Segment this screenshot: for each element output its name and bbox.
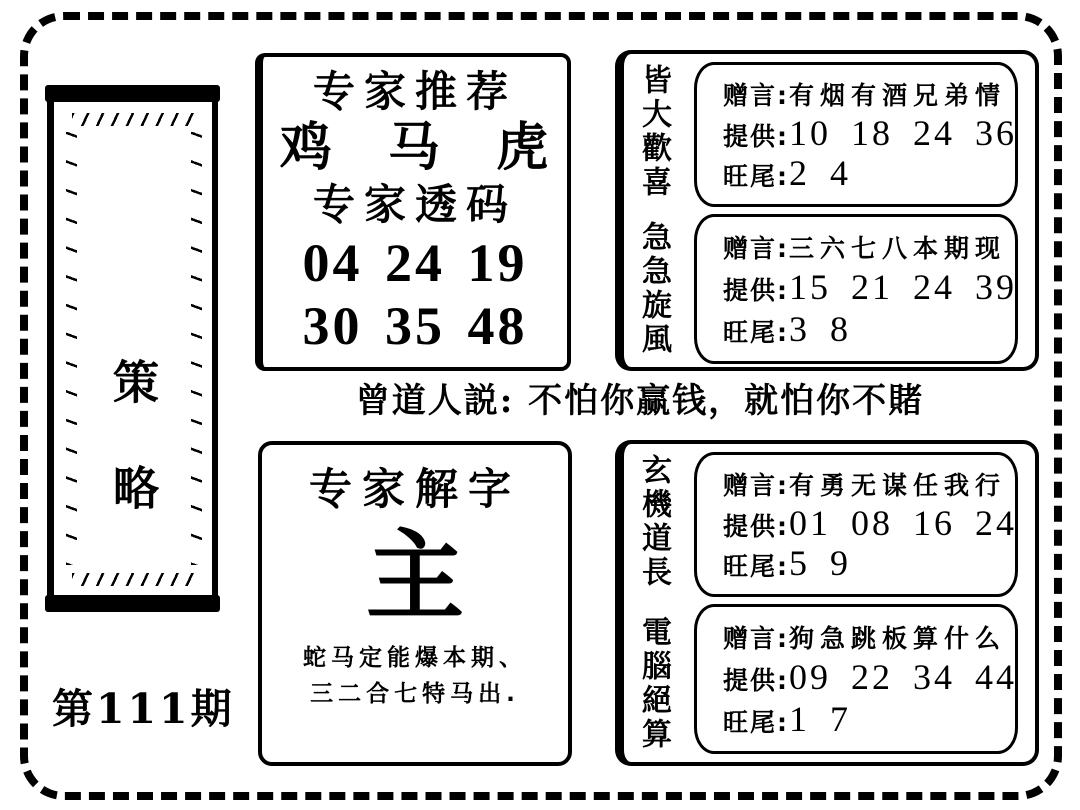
zengyan-text: 三六七八本期现 (789, 234, 1007, 263)
wangwei-label: 旺尾: (723, 708, 789, 737)
zengyan-row (723, 76, 1009, 112)
recommended-numbers-line2: 30 35 48 (302, 296, 528, 357)
zengyan-label: 赠言: (723, 234, 789, 263)
tigong-row (723, 657, 1017, 697)
tip-box (694, 214, 1018, 364)
tigong-label: 提供: (723, 666, 789, 695)
interpreted-character: 主 (365, 519, 464, 634)
wangwei-row (723, 545, 1009, 583)
tick-marks-icon (72, 113, 194, 126)
vertical-label-top: 皆大歡喜 (636, 64, 671, 200)
tip-box (694, 604, 1018, 754)
wangwei-row (723, 701, 1009, 739)
top-right-vertical-labels (633, 64, 673, 357)
motto-line: 曾道人説: 不怕你赢钱，就怕你不賭 (355, 381, 925, 421)
recommended-numbers-line1: 04 24 19 (302, 232, 528, 293)
recommended-zodiacs: 鸡 马 虎 (279, 117, 551, 179)
tigong-numbers: 10 18 24 36 (789, 112, 1017, 153)
zengyan-row (723, 229, 1009, 265)
banner-frame (47, 100, 218, 597)
tick-marks-icon (66, 132, 77, 565)
panel-bottom-right (615, 440, 1039, 766)
zengyan-row (723, 466, 1009, 502)
expert-recommend-title: 专家推荐 (312, 66, 517, 116)
zengyan-row (723, 619, 1009, 655)
zengyan-text: 有烟有酒兄弟情 (789, 80, 1007, 110)
wangwei-numbers: 2 4 (789, 153, 851, 194)
vertical-label-top: 玄機道長 (636, 454, 671, 590)
wangwei-label: 旺尾: (723, 318, 789, 347)
expert-char-box (258, 441, 572, 766)
wangwei-row (723, 155, 1009, 193)
tigong-label: 提供: (723, 511, 789, 541)
panel-top-right (615, 50, 1039, 371)
tigong-row (723, 502, 1017, 543)
tip-box (694, 62, 1018, 207)
strategy-scroll-banner (45, 85, 220, 612)
wangwei-numbers: 3 8 (789, 309, 851, 349)
issue-number: 第111期 (52, 685, 235, 733)
wangwei-label: 旺尾: (723, 552, 789, 582)
zengyan-label: 赠言: (723, 624, 789, 653)
wangwei-numbers: 1 7 (789, 699, 851, 739)
bottom-right-vertical-labels (633, 454, 673, 752)
tigong-label: 提供: (723, 276, 789, 305)
tip-box (694, 452, 1018, 597)
banner-title: 策略 (106, 358, 160, 570)
tigong-numbers: 09 22 34 44 (789, 657, 1017, 697)
wangwei-numbers: 5 9 (789, 543, 851, 584)
tick-marks-icon (191, 132, 202, 565)
vertical-label-bottom: 電腦絕算 (636, 616, 671, 752)
zengyan-text: 有勇无谋任我行 (789, 470, 1007, 500)
banner-bottom-bar (45, 595, 220, 612)
char-verse-line2: 三二合七特马出. (310, 680, 520, 707)
vertical-label-bottom: 急急旋風 (636, 221, 671, 357)
tigong-numbers: 15 21 24 39 (789, 267, 1017, 307)
expert-char-title: 专家解字 (309, 465, 521, 515)
expert-code-subtitle: 专家透码 (312, 179, 517, 229)
char-verse-line1: 蛇马定能爆本期、 (303, 644, 527, 671)
tigong-numbers: 01 08 16 24 (789, 502, 1017, 543)
tigong-row (723, 112, 1017, 153)
wangwei-row (723, 311, 1009, 349)
expert-recommend-box (255, 53, 571, 371)
zengyan-label: 赠言: (723, 80, 789, 110)
zengyan-text: 狗急跳板算什么 (789, 624, 1007, 653)
tigong-label: 提供: (723, 121, 789, 151)
zengyan-label: 赠言: (723, 470, 789, 500)
tick-marks-icon (72, 573, 194, 586)
tigong-row (723, 267, 1017, 307)
wangwei-label: 旺尾: (723, 162, 789, 192)
